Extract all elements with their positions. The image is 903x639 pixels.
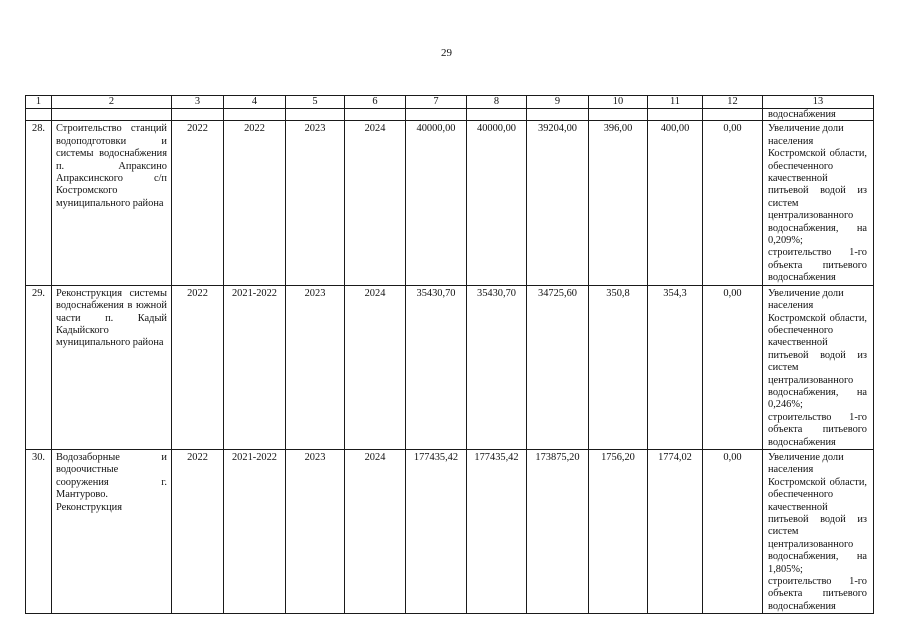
cell-col8: 35430,70 bbox=[467, 285, 527, 449]
cell-col9: 34725,60 bbox=[527, 285, 589, 449]
result-line: Увеличение доли bbox=[768, 123, 844, 135]
cell-col6: 2024 bbox=[345, 285, 406, 449]
result-line: населения Костромской области, обеспеченного качественной питьевой водой из систем централизованного водоснабжения, на 0,246%; bbox=[768, 300, 867, 411]
row-number: 30. bbox=[26, 449, 52, 613]
column-number-row bbox=[26, 96, 874, 109]
cell-col12: 0,00 bbox=[703, 285, 763, 449]
cell-col10: 350,8 bbox=[589, 285, 648, 449]
table-row bbox=[26, 121, 874, 285]
column-number: 4 bbox=[224, 96, 286, 109]
column-number: 1 bbox=[26, 96, 52, 109]
cell-col5: 2023 bbox=[286, 121, 345, 285]
cell-col4: 2022 bbox=[224, 121, 286, 285]
result-line: Увеличение доли bbox=[768, 451, 844, 463]
cell-col11: 354,3 bbox=[648, 285, 703, 449]
cell-col5: 2023 bbox=[286, 449, 345, 613]
result-line: населения Костромской области, обеспеченного качественной питьевой водой из систем централизованного водоснабжения, на 0,209%; bbox=[768, 135, 867, 247]
cell-col7: 177435,42 bbox=[406, 449, 467, 613]
cell-col5: 2023 bbox=[286, 285, 345, 449]
continuation-text: водоснабжения bbox=[763, 109, 874, 121]
object-name: Реконструкция системы водоснабжения в южной части п. Кадый Кадыйского муниципального района bbox=[52, 285, 172, 449]
column-number: 6 bbox=[345, 96, 406, 109]
cell-col7: 35430,70 bbox=[406, 285, 467, 449]
column-number: 7 bbox=[406, 96, 467, 109]
program-table bbox=[25, 95, 874, 614]
table-row bbox=[26, 285, 874, 449]
cell-col12: 0,00 bbox=[703, 121, 763, 285]
cell-col11: 400,00 bbox=[648, 121, 703, 285]
cell-col7: 40000,00 bbox=[406, 121, 467, 285]
page-number: 29 bbox=[441, 47, 452, 59]
cell-col8: 177435,42 bbox=[467, 449, 527, 613]
cell-col6: 2024 bbox=[345, 121, 406, 285]
result-cell bbox=[763, 449, 874, 613]
column-number: 13 bbox=[763, 96, 874, 109]
result-line: строительство 1-го объекта питьевого водоснабжения bbox=[768, 247, 867, 284]
cell-col3: 2022 bbox=[172, 121, 224, 285]
cell-col12: 0,00 bbox=[703, 449, 763, 613]
cell-col8: 40000,00 bbox=[467, 121, 527, 285]
continuation-row bbox=[26, 109, 874, 121]
column-number: 2 bbox=[52, 96, 172, 109]
cell-col3: 2022 bbox=[172, 285, 224, 449]
cell-col9: 39204,00 bbox=[527, 121, 589, 285]
column-number: 3 bbox=[172, 96, 224, 109]
cell-col11: 1774,02 bbox=[648, 449, 703, 613]
result-line: населения Костромской области, обеспеченного качественной питьевой водой из систем централизованного водоснабжения, на 1,805%; bbox=[768, 464, 867, 575]
table-row bbox=[26, 449, 874, 613]
column-number: 11 bbox=[648, 96, 703, 109]
object-name: Строительство станций водоподготовки и системы водоснабжения п. Апраксино Апраксинского с/п Костромского муниципального района bbox=[52, 121, 172, 285]
row-number: 29. bbox=[26, 285, 52, 449]
cell-col6: 2024 bbox=[345, 449, 406, 613]
result-line: Увеличение доли bbox=[768, 287, 844, 299]
column-number: 5 bbox=[286, 96, 345, 109]
column-number: 8 bbox=[467, 96, 527, 109]
result-cell bbox=[763, 121, 874, 285]
result-line: строительство 1-го объекта питьевого водоснабжения bbox=[768, 576, 867, 612]
row-number: 28. bbox=[26, 121, 52, 285]
cell-col4: 2021-2022 bbox=[224, 285, 286, 449]
column-number: 12 bbox=[703, 96, 763, 109]
cell-col4: 2021-2022 bbox=[224, 449, 286, 613]
cell-col10: 396,00 bbox=[589, 121, 648, 285]
result-line: строительство 1-го объекта питьевого водоснабжения bbox=[768, 411, 867, 448]
object-name: Водозаборные и водоочистные сооружения г. Мантурово. Реконструкция bbox=[52, 449, 172, 613]
result-cell bbox=[763, 285, 874, 449]
cell-col9: 173875,20 bbox=[527, 449, 589, 613]
cell-col3: 2022 bbox=[172, 449, 224, 613]
column-number: 9 bbox=[527, 96, 589, 109]
column-number: 10 bbox=[589, 96, 648, 109]
cell-col10: 1756,20 bbox=[589, 449, 648, 613]
